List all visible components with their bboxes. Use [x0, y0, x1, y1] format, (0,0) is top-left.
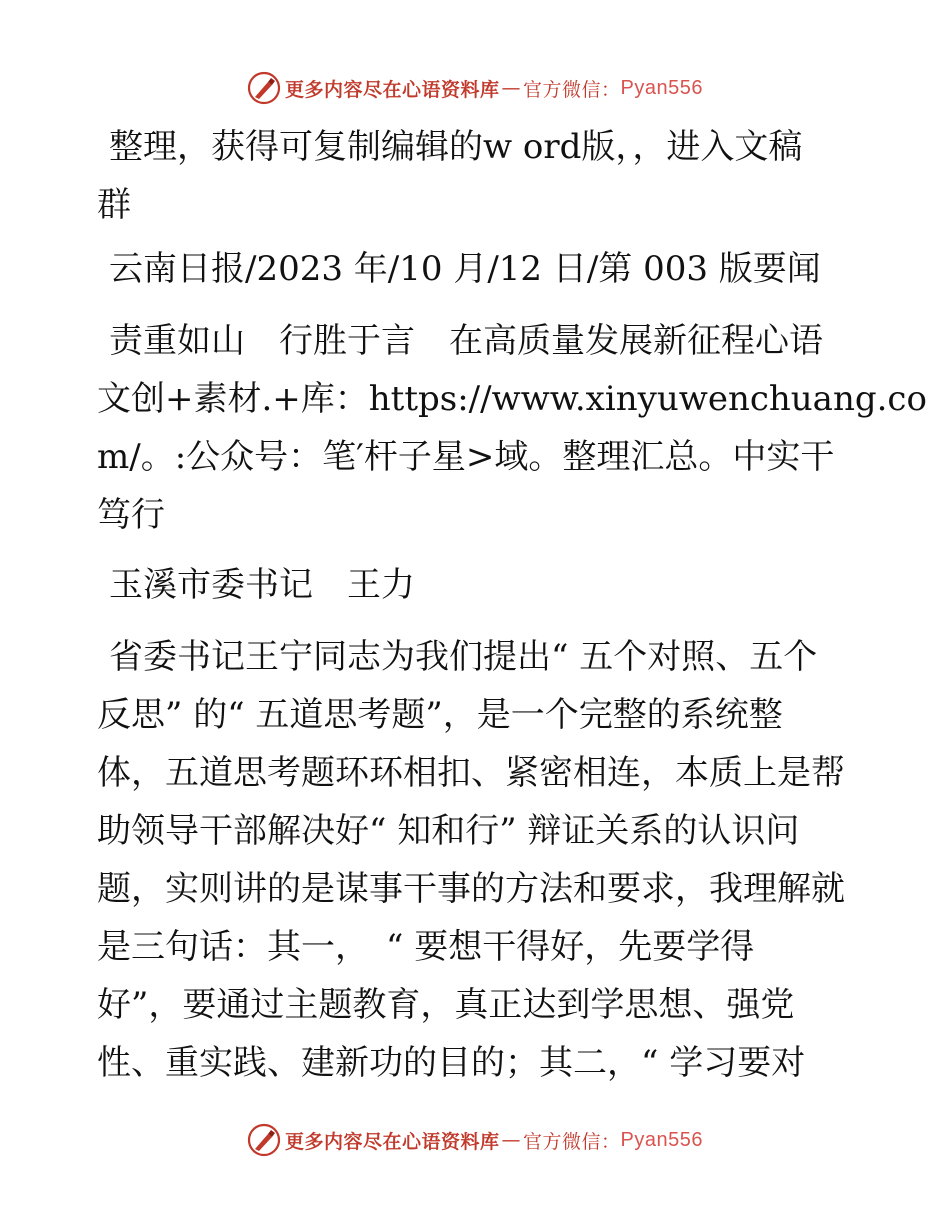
text-line: 文创+素材.+库：https://www.xinyuwenchuang.co	[97, 379, 927, 419]
text-line: 整理，获得可复制编辑的w ord版，，进入文稿	[109, 127, 803, 167]
text-line: 是三句话：其一， “ 要想干得好，先要学得	[97, 927, 755, 967]
document-body	[97, 118, 927, 1092]
banner-separator: —	[501, 77, 522, 99]
wechat-id: Pyan556	[620, 1128, 703, 1151]
article-title	[97, 312, 927, 544]
wechat-label: 官方微信：	[523, 1130, 621, 1153]
header-watermark-banner	[0, 68, 950, 108]
promo-text: 更多内容尽在心语资料库	[285, 1130, 500, 1153]
wechat-label: 官方微信：	[523, 78, 621, 101]
text-line: 反思” 的“ 五道思考题”，是一个完整的系统整	[97, 695, 783, 735]
pen-logo-icon	[247, 1123, 281, 1157]
text-line: 玉溪市委书记 王力	[109, 565, 415, 605]
pen-logo-icon	[247, 71, 281, 105]
promo-text: 更多内容尽在心语资料库	[285, 78, 500, 101]
intro-paragraph	[97, 118, 853, 234]
wechat-id: Pyan556	[620, 76, 703, 99]
text-line: 助领导干部解决好“ 知和行” 辩证关系的认识问	[97, 811, 800, 851]
text-line: 云南日报/2023 年/10 月/12 日/第 003 版要闻	[109, 249, 821, 289]
source-line	[97, 240, 853, 298]
text-line: 好”，要通过主题教育，真正达到学思想、强党	[97, 985, 795, 1025]
text-line: m/。:公众号：笔′杆子星>域。整理汇总。中实干	[97, 437, 835, 477]
banner-separator: —	[501, 1129, 522, 1151]
body-paragraph	[97, 628, 853, 1092]
text-line: 责重如山 行胜于言 在高质量发展新征程心语	[109, 321, 823, 361]
text-line: 题，实则讲的是谋事干事的方法和要求，我理解就	[97, 869, 845, 909]
text-line: 笃行	[97, 495, 165, 535]
text-line: 群	[97, 185, 131, 225]
footer-watermark-banner	[0, 1120, 950, 1160]
author-line	[97, 556, 853, 614]
text-line: 省委书记王宁同志为我们提出“ 五个对照、五个	[109, 637, 818, 677]
text-line: 性、重实践、建新功的目的；其二，“ 学习要对	[97, 1043, 806, 1083]
text-line: 体，五道思考题环环相扣、紧密相连，本质上是帮	[97, 753, 845, 793]
